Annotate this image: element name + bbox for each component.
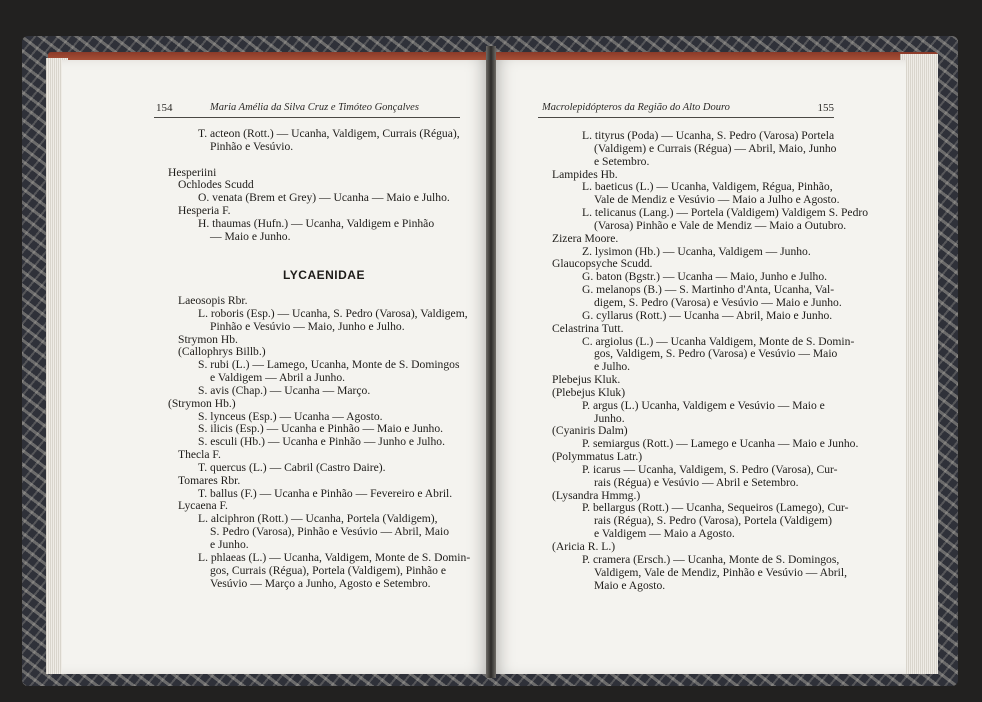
- text-line: S. avis (Chap.) — Ucanha — Março.: [198, 383, 371, 397]
- text-line: Laeosopis Rbr.: [178, 293, 248, 307]
- text-line: (Strymon Hb.): [168, 396, 236, 410]
- text-line: Lycaena F.: [178, 499, 228, 513]
- text-line: Z. lysimon (Hb.) — Ucanha, Valdigem — Junho.: [582, 244, 811, 258]
- text-line: Thecla F.: [178, 448, 221, 462]
- text-line: e Setembro.: [594, 154, 650, 168]
- text-line: Maio e Agosto.: [594, 578, 666, 592]
- text-line: L. roboris (Esp.) — Ucanha, S. Pedro (Varosa), Valdigem,: [198, 306, 468, 320]
- text-line: Hesperiini: [168, 165, 217, 179]
- text-line: (Varosa) Pinhão e Vale de Mendiz — Maio a Outubro.: [594, 218, 847, 232]
- text-line: Junho.: [594, 411, 625, 425]
- text-line: L. phlaeas (L.) — Ucanha, Valdigem, Monte de S. Domin-: [198, 550, 471, 564]
- text-line: Vale de Mendiz e Vesúvio — Maio a Julho e Agosto.: [594, 193, 840, 207]
- text-line: L. alciphron (Rott.) — Ucanha, Portela (Valdigem),: [198, 512, 438, 526]
- text-line: P. icarus — Ucanha, Valdigem, S. Pedro (Varosa), Cur-: [582, 462, 838, 476]
- text-line: (Aricia R. L.): [552, 540, 616, 553]
- text-line: gos, Valdigem, S. Pedro (Varosa) e Vesúvio — Maio: [594, 347, 838, 361]
- text-line: L. telicanus (Lang.) — Portela (Valdigem) Valdigem S. Pedro: [582, 206, 869, 220]
- text-line: S. ilicis (Esp.) — Ucanha e Pinhão — Maio e Junho.: [198, 422, 444, 436]
- text-line: G. baton (Bgstr.) — Ucanha — Maio, Junho e Julho.: [582, 270, 828, 284]
- text-line: Pinhão e Vesúvio — Maio, Junho e Julho.: [210, 319, 405, 333]
- text-line: [168, 154, 464, 167]
- text-line: P. cramera (Ersch.) — Ucanha, Monte de S. Domingos,: [582, 552, 840, 566]
- text-line: S. Pedro (Varosa), Pinhão e Vesúvio — Abril, Maio: [210, 525, 450, 539]
- text-line: Pinhão e Vesúvio.: [210, 139, 294, 153]
- right-page-number: 155: [817, 102, 834, 114]
- right-running-head: [538, 102, 834, 118]
- right-page-text: [552, 129, 869, 592]
- text-line: Lampides Hb.: [552, 167, 618, 181]
- text-line: (Valdigem) e Currais (Régua) — Abril, Maio, Junho: [594, 141, 837, 155]
- text-line: L. tityrus (Poda) — Ucanha, S. Pedro (Varosa) Portela: [582, 129, 835, 142]
- text-line: rais (Régua), S. Pedro (Varosa), Portela (Valdigem): [594, 514, 832, 528]
- text-line: S. rubi (L.) — Lamego, Ucanha, Monte de S. Domingos: [198, 358, 460, 372]
- text-line: gos, Currais (Régua), Portela (Valdigem), Pinhão e: [210, 563, 447, 577]
- text-line: Zizera Moore.: [552, 231, 619, 245]
- text-line: Glaucopsyche Scudd.: [552, 257, 653, 271]
- left-page-text: [168, 127, 471, 590]
- left-running-head: [154, 102, 460, 118]
- text-line: (Plebejus Kluk): [552, 385, 626, 399]
- text-line: Hesperia F.: [178, 204, 231, 218]
- text-line: Vesúvio — Março a Junho, Agosto e Setembro.: [210, 576, 431, 590]
- text-line: — Maio e Junho.: [210, 229, 291, 243]
- text-line: G. cyllarus (Rott.) — Ucanha — Abril, Maio e Junho.: [582, 308, 833, 322]
- text-line: Valdigem, Vale de Mendiz, Pinhão e Vesúvio — Abril,: [594, 565, 847, 579]
- text-line: L. baeticus (L.) — Ucanha, Valdigem, Régua, Pinhão,: [582, 180, 833, 194]
- text-line: rais (Régua) e Vesúvio — Abril e Setembro.: [594, 475, 799, 489]
- text-line: e Valdigem — Abril a Junho.: [210, 371, 346, 385]
- text-line: [168, 244, 464, 257]
- text-line: C. argiolus (L.) — Ucanha Valdigem, Monte de S. Domin-: [582, 334, 855, 348]
- text-line: T. acteon (Rott.) — Ucanha, Valdigem, Currais (Régua),: [198, 127, 460, 140]
- text-line: H. thaumas (Hufn.) — Ucanha, Valdigem e Pinhão: [198, 216, 435, 230]
- text-line: (Polymmatus Latr.): [552, 450, 643, 464]
- text-line: Ochlodes Scudd: [178, 178, 254, 192]
- text-line: G. melanops (B.) — S. Martinho d'Anta, Ucanha, Val-: [582, 283, 835, 297]
- book-gutter: [486, 46, 496, 678]
- text-line: Tomares Rbr.: [178, 473, 241, 487]
- text-line: (Cyaniris Dalm): [552, 424, 628, 438]
- text-line: (Callophrys Billb.): [178, 345, 266, 359]
- left-running-title: Maria Amélia da Silva Cruz e Timóteo Gonçalves: [210, 102, 419, 113]
- text-line: (Lysandra Hmmg.): [552, 488, 641, 502]
- text-line: T. quercus (L.) — Cabril (Castro Daire).: [198, 460, 386, 474]
- text-line: P. argus (L.) Ucanha, Valdigem e Vesúvio — Maio e: [582, 398, 825, 412]
- text-line: P. bellargus (Rott.) — Ucanha, Sequeiros (Lamego), Cur-: [582, 501, 849, 515]
- text-line: O. venata (Brem et Grey) — Ucanha — Maio e Julho.: [198, 191, 450, 205]
- text-line: e Julho.: [594, 360, 631, 374]
- text-line: Plebejus Kluk.: [552, 373, 621, 387]
- text-line: S. lynceus (Esp.) — Ucanha — Agosto.: [198, 409, 383, 423]
- text-line: T. ballus (F.) — Ucanha e Pinhão — Fevereiro e Abril.: [198, 486, 453, 500]
- left-page-number: 154: [156, 102, 173, 114]
- text-line: digem, S. Pedro (Varosa) e Vesúvio — Maio e Junho.: [594, 295, 842, 309]
- text-line: Celastrina Tutt.: [552, 321, 624, 335]
- text-line: e Valdigem — Maio a Agosto.: [594, 527, 735, 541]
- text-line: Strymon Hb.: [178, 332, 238, 346]
- right-running-title: Macrolepidópteros da Região do Alto Douro: [542, 102, 730, 113]
- text-line: P. semiargus (Rott.) — Lamego e Ucanha — Maio e Junho.: [582, 437, 859, 451]
- text-line: S. esculi (Hb.) — Ucanha e Pinhão — Junho e Julho.: [198, 435, 445, 449]
- text-line: e Junho.: [210, 538, 249, 551]
- section-heading: LYCAENIDAE: [283, 268, 365, 283]
